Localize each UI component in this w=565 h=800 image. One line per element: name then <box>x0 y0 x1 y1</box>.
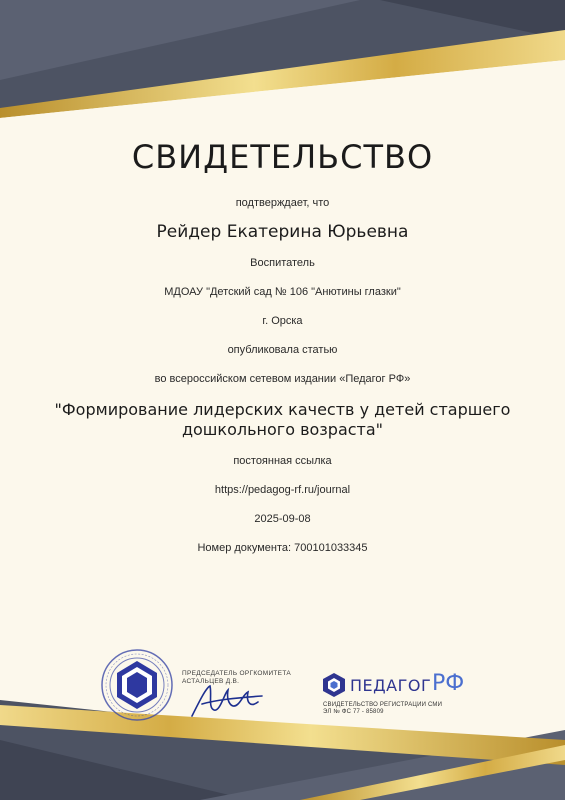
handwritten-signature <box>188 680 268 722</box>
published-text: опубликовала статью <box>227 344 338 356</box>
organization-seal-icon <box>100 648 174 722</box>
issue-date: 2025-09-08 <box>254 513 311 525</box>
article-title-line-1: "Формирование лидерских качеств у детей старшего <box>54 400 511 419</box>
pedagog-logo-icon <box>322 672 346 698</box>
registration-line-1: СВИДЕТЕЛЬСТВО РЕГИСТРАЦИИ СМИ <box>323 702 443 708</box>
certificate-title: СВИДЕТЕЛЬСТВО <box>131 138 434 176</box>
logo-accent: РФ <box>432 671 465 696</box>
recipient-city: г. Орска <box>262 315 303 327</box>
recipient-position: Воспитатель <box>250 257 315 269</box>
document-number: Номер документа: 700101033345 <box>197 542 368 554</box>
link-label: постоянная ссылка <box>233 455 332 467</box>
link-url[interactable]: https://pedagog-rf.ru/journal <box>214 484 351 496</box>
edition-text: во всероссийском сетевом издании «Педагог РФ» <box>154 373 411 385</box>
logo-wordmark: ПЕДАГОГ <box>350 676 432 695</box>
recipient-name: Рейдер Екатерина Юрьевна <box>156 222 409 242</box>
chairman-name: АСТАЛЬЦЕВ Д.В. <box>182 678 240 685</box>
recipient-organization: МДОАУ "Детский сад № 106 "Анютины глазки" <box>164 286 401 298</box>
registration-line-2: ЭЛ № ФС 77 - 85809 <box>323 709 384 715</box>
chairman-title: ПРЕДСЕДАТЕЛЬ ОРГКОМИТЕТА <box>182 670 292 677</box>
confirms-text: подтверждает, что <box>235 197 330 209</box>
media-registration <box>323 702 442 716</box>
article-title <box>40 400 525 440</box>
article-title-line-2: дошкольного возраста" <box>181 420 384 439</box>
